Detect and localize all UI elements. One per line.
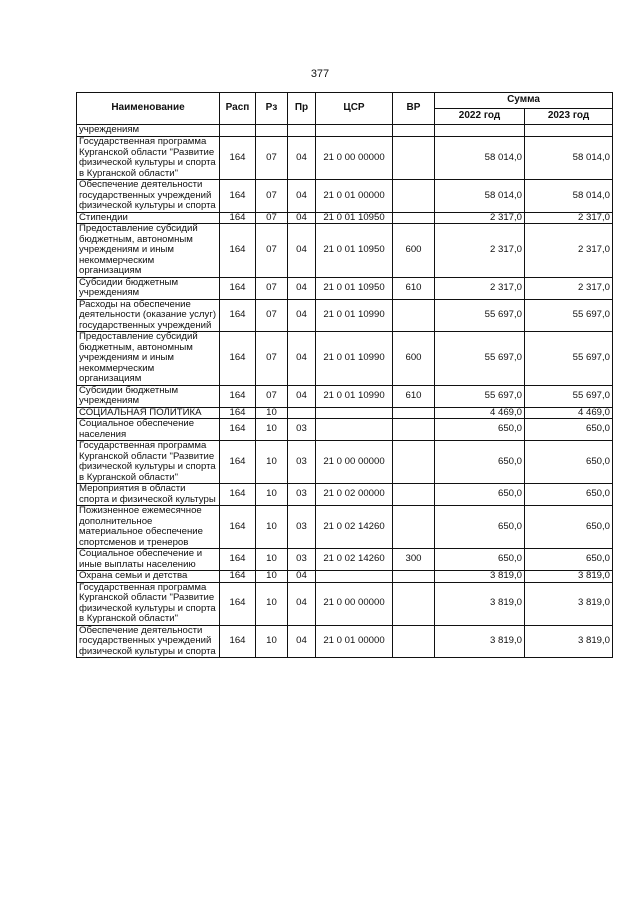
cell-pr: 04 [288,212,316,224]
cell-2023: 650,0 [525,484,613,506]
cell-rz: 10 [256,419,288,441]
cell-rz: 10 [256,582,288,625]
cell-csr [316,407,393,419]
cell-vr: 610 [393,385,435,407]
cell-2023: 55 697,0 [525,332,613,386]
cell-vr [393,484,435,506]
cell-csr: 21 0 01 00000 [316,180,393,213]
cell-2022 [435,125,525,137]
table-row [77,385,613,407]
cell-2023: 2 317,0 [525,224,613,278]
cell-name: Охрана семьи и детства [77,571,220,583]
cell-2023: 2 317,0 [525,277,613,299]
cell-csr: 21 0 01 10990 [316,299,393,332]
cell-vr [393,571,435,583]
cell-2022: 2 317,0 [435,212,525,224]
cell-pr: 04 [288,277,316,299]
cell-pr: 04 [288,582,316,625]
cell-rasp: 164 [220,224,256,278]
header-name: Наименование [77,93,220,125]
cell-rasp: 164 [220,571,256,583]
cell-name: Государственная программа Курганской области "Развитие физической культуры и спорта в Курганской области" [77,137,220,180]
cell-name: Пожизненное ежемесячное дополнительное материальное обеспечение спортсменов и тренеров [77,506,220,549]
cell-2023: 650,0 [525,441,613,484]
cell-vr [393,582,435,625]
cell-rasp: 164 [220,506,256,549]
cell-2023: 58 014,0 [525,137,613,180]
cell-name: Субсидии бюджетным учреждениям [77,385,220,407]
table-row [77,506,613,549]
cell-name: учреждениям [77,125,220,137]
cell-csr: 21 0 02 00000 [316,484,393,506]
cell-rasp: 164 [220,332,256,386]
cell-vr: 610 [393,277,435,299]
cell-2022: 58 014,0 [435,137,525,180]
cell-csr: 21 0 01 10950 [316,277,393,299]
cell-2022: 650,0 [435,549,525,571]
cell-csr: 21 0 01 10990 [316,332,393,386]
cell-csr: 21 0 02 14260 [316,549,393,571]
cell-rasp: 164 [220,180,256,213]
budget-table [76,92,613,658]
cell-vr [393,125,435,137]
cell-2022: 2 317,0 [435,277,525,299]
cell-pr: 03 [288,419,316,441]
cell-rz: 10 [256,484,288,506]
cell-rasp: 164 [220,419,256,441]
cell-csr [316,571,393,583]
header-rz: Рз [256,93,288,125]
table-row [77,137,613,180]
cell-rasp: 164 [220,137,256,180]
cell-2023: 55 697,0 [525,385,613,407]
cell-2023: 650,0 [525,419,613,441]
table-row [77,625,613,658]
header-sum: Сумма [435,93,613,109]
cell-vr [393,299,435,332]
cell-vr [393,407,435,419]
cell-csr: 21 0 00 00000 [316,137,393,180]
header-2023: 2023 год [525,109,613,125]
cell-rasp: 164 [220,212,256,224]
cell-vr: 300 [393,549,435,571]
cell-name: Расходы на обеспечение деятельности (оказание услуг) государственных учреждений [77,299,220,332]
cell-pr: 04 [288,180,316,213]
cell-pr: 04 [288,299,316,332]
cell-rasp: 164 [220,385,256,407]
cell-csr: 21 0 01 10990 [316,385,393,407]
page-number: 377 [310,68,330,80]
cell-rz: 07 [256,212,288,224]
table-row [77,299,613,332]
cell-rz: 07 [256,180,288,213]
table-row [77,180,613,213]
cell-csr: 21 0 01 00000 [316,625,393,658]
cell-pr: 04 [288,571,316,583]
cell-csr: 21 0 01 10950 [316,224,393,278]
cell-pr: 04 [288,224,316,278]
cell-csr: 21 0 01 10950 [316,212,393,224]
table-row [77,582,613,625]
cell-rz: 10 [256,625,288,658]
cell-rasp: 164 [220,299,256,332]
table-row [77,407,613,419]
cell-2023: 650,0 [525,549,613,571]
header-csr: ЦСР [316,93,393,125]
table-row [77,571,613,583]
cell-2022: 2 317,0 [435,224,525,278]
cell-2022: 4 469,0 [435,407,525,419]
cell-rz: 10 [256,571,288,583]
cell-pr: 03 [288,549,316,571]
cell-pr: 04 [288,385,316,407]
cell-csr [316,125,393,137]
cell-rz: 10 [256,549,288,571]
cell-rasp: 164 [220,441,256,484]
cell-2022: 55 697,0 [435,385,525,407]
cell-name: СОЦИАЛЬНАЯ ПОЛИТИКА [77,407,220,419]
cell-vr [393,212,435,224]
cell-csr: 21 0 00 00000 [316,582,393,625]
cell-2022: 55 697,0 [435,332,525,386]
cell-pr: 04 [288,625,316,658]
cell-2022: 650,0 [435,506,525,549]
cell-2022: 650,0 [435,441,525,484]
cell-rasp: 164 [220,582,256,625]
cell-name: Стипендии [77,212,220,224]
cell-rasp [220,125,256,137]
cell-pr: 03 [288,441,316,484]
cell-rasp: 164 [220,277,256,299]
cell-name: Социальное обеспечение населения [77,419,220,441]
cell-rz: 07 [256,385,288,407]
cell-csr: 21 0 00 00000 [316,441,393,484]
cell-2022: 3 819,0 [435,571,525,583]
cell-rz: 07 [256,224,288,278]
table-row [77,484,613,506]
cell-vr [393,441,435,484]
cell-rz: 10 [256,506,288,549]
cell-2023: 3 819,0 [525,582,613,625]
cell-rz: 07 [256,277,288,299]
cell-pr [288,407,316,419]
cell-csr: 21 0 02 14260 [316,506,393,549]
header-pr: Пр [288,93,316,125]
cell-2023: 650,0 [525,506,613,549]
cell-2023: 55 697,0 [525,299,613,332]
cell-pr: 04 [288,137,316,180]
cell-2022: 650,0 [435,419,525,441]
table-row [77,441,613,484]
cell-rasp: 164 [220,549,256,571]
cell-rz: 10 [256,441,288,484]
cell-pr: 03 [288,506,316,549]
cell-name: Социальное обеспечение и иные выплаты населению [77,549,220,571]
header-vr: ВР [393,93,435,125]
cell-vr [393,625,435,658]
table-row [77,549,613,571]
cell-rasp: 164 [220,407,256,419]
cell-vr [393,180,435,213]
cell-2023: 58 014,0 [525,180,613,213]
cell-vr: 600 [393,332,435,386]
cell-rz: 10 [256,407,288,419]
cell-name: Обеспечение деятельности государственных учреждений физической культуры и спорта [77,625,220,658]
cell-2022: 650,0 [435,484,525,506]
cell-csr [316,419,393,441]
cell-pr: 03 [288,484,316,506]
cell-name: Мероприятия в области спорта и физической культуры [77,484,220,506]
cell-2023: 4 469,0 [525,407,613,419]
header-rasp: Расп [220,93,256,125]
cell-2023: 3 819,0 [525,571,613,583]
cell-vr [393,506,435,549]
cell-2022: 3 819,0 [435,582,525,625]
cell-name: Обеспечение деятельности государственных учреждений физической культуры и спорта [77,180,220,213]
cell-vr [393,419,435,441]
cell-pr [288,125,316,137]
cell-vr: 600 [393,224,435,278]
table-body [77,125,613,658]
table-row [77,125,613,137]
cell-name: Субсидии бюджетным учреждениям [77,277,220,299]
cell-2023: 2 317,0 [525,212,613,224]
table-row [77,419,613,441]
cell-name: Государственная программа Курганской области "Развитие физической культуры и спорта в Курганской области" [77,582,220,625]
cell-rasp: 164 [220,625,256,658]
cell-2022: 3 819,0 [435,625,525,658]
cell-2022: 58 014,0 [435,180,525,213]
cell-name: Предоставление субсидий бюджетным, автономным учреждениям и иным некоммерческим организациям [77,224,220,278]
table-row [77,332,613,386]
cell-2023 [525,125,613,137]
cell-pr: 04 [288,332,316,386]
cell-name: Государственная программа Курганской области "Развитие физической культуры и спорта в Курганской области" [77,441,220,484]
cell-rasp: 164 [220,484,256,506]
cell-rz [256,125,288,137]
table-row [77,212,613,224]
cell-2023: 3 819,0 [525,625,613,658]
cell-rz: 07 [256,332,288,386]
cell-rz: 07 [256,137,288,180]
table-row [77,224,613,278]
cell-2022: 55 697,0 [435,299,525,332]
cell-rz: 07 [256,299,288,332]
header-2022: 2022 год [435,109,525,125]
cell-vr [393,137,435,180]
cell-name: Предоставление субсидий бюджетным, автономным учреждениям и иным некоммерческим организациям [77,332,220,386]
table-row [77,277,613,299]
